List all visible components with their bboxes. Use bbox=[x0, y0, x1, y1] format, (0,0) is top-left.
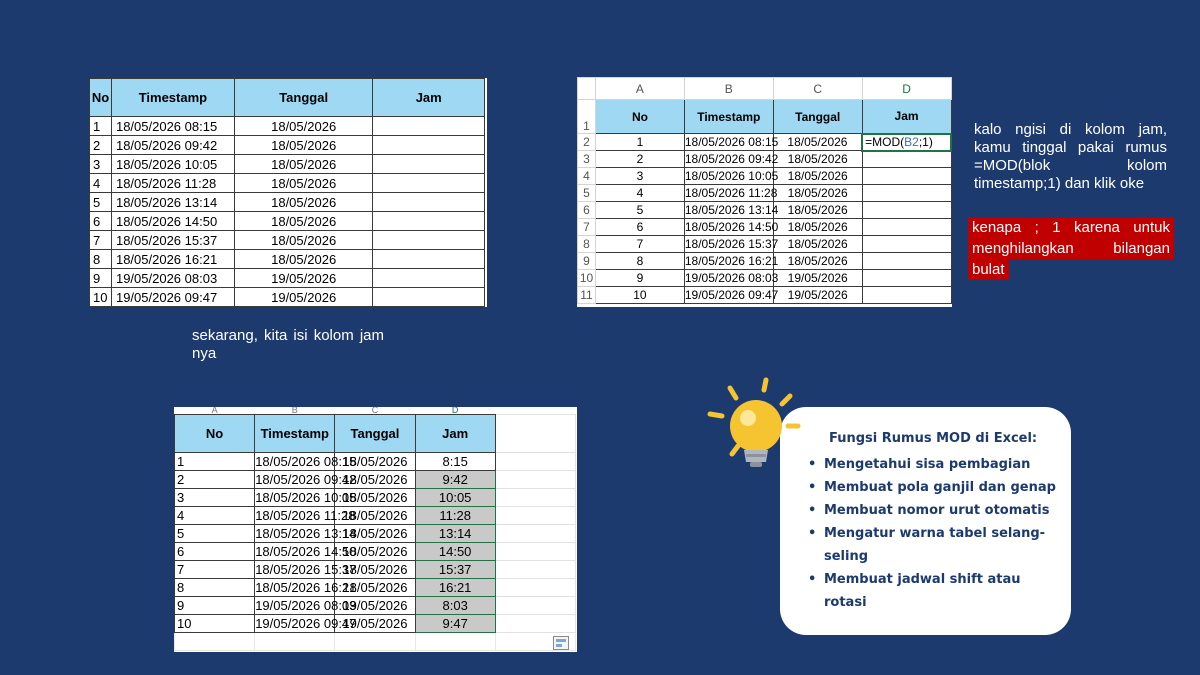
list-item: • Membuat jadwal shift atau rotasi bbox=[808, 568, 1063, 614]
cell-timestamp[interactable]: 18/05/2026 16:21 bbox=[255, 579, 357, 595]
column-letter-c[interactable]: C bbox=[773, 78, 862, 100]
cell-tanggal[interactable]: 18/05/2026 bbox=[234, 212, 373, 231]
cell-tanggal[interactable]: 18/05/2026 bbox=[773, 185, 862, 202]
list-item: • Mengetahui sisa pembagian bbox=[808, 453, 1063, 476]
table-row bbox=[90, 193, 485, 212]
empty-cell[interactable] bbox=[495, 560, 575, 578]
cell-jam[interactable] bbox=[373, 269, 485, 288]
empty-row bbox=[175, 632, 576, 650]
cell-no[interactable]: 1 bbox=[90, 117, 112, 136]
empty-cell[interactable] bbox=[175, 632, 255, 650]
column-letter-row bbox=[578, 78, 952, 100]
row-number[interactable]: 7 bbox=[578, 219, 596, 236]
cell-timestamp[interactable]: 18/05/2026 14:50 bbox=[684, 220, 779, 234]
header-timestamp: Timestamp bbox=[111, 79, 234, 117]
table-row bbox=[175, 506, 576, 524]
cell-timestamp[interactable]: 18/05/2026 15:37 bbox=[684, 237, 779, 251]
cell-no[interactable]: 2 bbox=[175, 470, 255, 488]
cell-jam[interactable] bbox=[373, 212, 485, 231]
cell-tanggal[interactable]: 18/05/2026 bbox=[773, 236, 862, 253]
cell-jam[interactable] bbox=[373, 231, 485, 250]
table-header-row bbox=[578, 100, 952, 134]
table-header-row bbox=[175, 414, 576, 452]
cell-tanggal[interactable]: 19/05/2026 bbox=[234, 269, 373, 288]
cell-no[interactable]: 8 bbox=[596, 253, 685, 270]
cell-no[interactable]: 5 bbox=[175, 524, 255, 542]
table-grid bbox=[577, 77, 952, 304]
cell-tanggal[interactable]: 18/05/2026 bbox=[335, 470, 415, 488]
cell-no[interactable]: 4 bbox=[90, 174, 112, 193]
column-letter-b[interactable]: B bbox=[291, 407, 298, 414]
column-letter-d[interactable]: D bbox=[451, 407, 459, 414]
cell-jam[interactable] bbox=[862, 253, 951, 270]
cell-timestamp[interactable]: 18/05/2026 10:05 bbox=[255, 489, 357, 505]
cell-no[interactable]: 7 bbox=[90, 231, 112, 250]
table-grid bbox=[174, 407, 576, 651]
cell-tanggal[interactable]: 18/05/2026 bbox=[335, 560, 415, 578]
table-row bbox=[175, 470, 576, 488]
table-body bbox=[175, 452, 576, 632]
cell-jam[interactable]: 11:28 bbox=[415, 506, 495, 524]
empty-cell[interactable] bbox=[495, 524, 575, 542]
cell-tanggal[interactable]: 19/05/2026 bbox=[234, 288, 373, 307]
table-row bbox=[175, 596, 576, 614]
cell-timestamp[interactable]: 18/05/2026 11:28 bbox=[255, 507, 356, 523]
table-row bbox=[90, 174, 485, 193]
mod-functions-card bbox=[780, 407, 1071, 635]
cell-no[interactable]: 10 bbox=[175, 614, 255, 632]
cell-timestamp[interactable]: 18/05/2026 10:05 bbox=[684, 169, 779, 183]
table-row bbox=[175, 488, 576, 506]
cell-timestamp[interactable]: 19/05/2026 09:47 bbox=[111, 288, 234, 307]
cell-jam[interactable] bbox=[373, 193, 485, 212]
cell-no[interactable]: 2 bbox=[596, 151, 685, 168]
cell-no[interactable]: 10 bbox=[596, 287, 685, 304]
cell-timestamp[interactable]: 19/05/2026 08:03 bbox=[684, 271, 779, 285]
table-row bbox=[90, 155, 485, 174]
cell-no[interactable]: 3 bbox=[90, 155, 112, 174]
cell-no[interactable]: 7 bbox=[596, 236, 685, 253]
cell-tanggal[interactable]: 18/05/2026 bbox=[234, 231, 373, 250]
cell-no[interactable]: 3 bbox=[596, 168, 685, 185]
cell-tanggal[interactable]: 19/05/2026 bbox=[773, 287, 862, 304]
cell-timestamp[interactable]: 18/05/2026 13:14 bbox=[255, 525, 357, 541]
cell-jam[interactable] bbox=[373, 250, 485, 269]
empty-cell[interactable] bbox=[495, 506, 575, 524]
empty-cell[interactable] bbox=[335, 632, 415, 650]
cell-no[interactable]: 1 bbox=[175, 452, 255, 470]
cell-jam[interactable] bbox=[373, 136, 485, 155]
cell-timestamp[interactable]: 18/05/2026 11:28 bbox=[111, 174, 234, 193]
formula-reference: B2 bbox=[904, 135, 919, 149]
cell-timestamp[interactable]: 18/05/2026 09:42 bbox=[684, 152, 779, 166]
row-number[interactable]: 1 bbox=[578, 100, 596, 134]
table-row bbox=[90, 117, 485, 136]
header-jam: Jam bbox=[373, 79, 485, 117]
table-row bbox=[175, 524, 576, 542]
formula-instruction-text: kalo ngisi di kolom jam, kamu tinggal pakai rumus =MOD(blok kolom timestamp;1) dan klik oke bbox=[974, 121, 1167, 192]
empty-cell[interactable] bbox=[495, 470, 575, 488]
header-no: No bbox=[596, 100, 685, 134]
empty-cell[interactable] bbox=[495, 596, 575, 614]
empty-cell[interactable] bbox=[255, 632, 335, 650]
row-number[interactable]: 11 bbox=[578, 287, 596, 304]
reason-text: kenapa ; 1 karena untuk menghilangkan bilangan bulat bbox=[968, 217, 1174, 280]
cell-no[interactable]: 3 bbox=[175, 488, 255, 506]
row-number[interactable]: 2 bbox=[578, 134, 596, 151]
table-row bbox=[175, 542, 576, 560]
cell-no[interactable]: 9 bbox=[175, 596, 255, 614]
column-letter-c[interactable]: C bbox=[371, 407, 379, 414]
cell-jam[interactable]: 8:15 bbox=[415, 452, 495, 470]
header-timestamp: Timestamp bbox=[255, 414, 335, 452]
cell-jam[interactable] bbox=[862, 202, 951, 219]
cell-tanggal[interactable]: 18/05/2026 bbox=[234, 193, 373, 212]
table-row bbox=[90, 231, 485, 250]
cell-tanggal[interactable]: 18/05/2026 bbox=[335, 524, 415, 542]
cell-jam[interactable] bbox=[862, 219, 951, 236]
cell-tanggal[interactable]: 18/05/2026 bbox=[335, 578, 415, 596]
table-row bbox=[578, 185, 952, 202]
cell-timestamp[interactable]: 18/05/2026 08:15 bbox=[111, 117, 234, 136]
cell-no[interactable]: 6 bbox=[90, 212, 112, 231]
table-row bbox=[90, 288, 485, 307]
cell-timestamp[interactable]: 18/05/2026 11:28 bbox=[684, 186, 778, 200]
table-row bbox=[90, 212, 485, 231]
cell-no[interactable]: 9 bbox=[90, 269, 112, 288]
table-header-row bbox=[90, 79, 485, 117]
formula-cell[interactable] bbox=[862, 134, 951, 151]
cell-jam[interactable] bbox=[373, 288, 485, 307]
empty-cell[interactable] bbox=[495, 488, 575, 506]
table-row bbox=[175, 578, 576, 596]
formula-suffix: ;1) bbox=[918, 135, 933, 149]
cell-no[interactable]: 2 bbox=[90, 136, 112, 155]
cell-no[interactable]: 8 bbox=[90, 250, 112, 269]
cell-no[interactable]: 8 bbox=[175, 578, 255, 596]
cell-timestamp[interactable]: 18/05/2026 16:21 bbox=[111, 250, 234, 269]
column-letter-d[interactable]: D bbox=[862, 78, 951, 100]
cell-timestamp[interactable]: 18/05/2026 09:42 bbox=[111, 136, 234, 155]
column-letter-a[interactable]: A bbox=[211, 407, 218, 414]
cell-timestamp[interactable]: 18/05/2026 15:37 bbox=[111, 231, 234, 250]
lightbulb-icon bbox=[702, 376, 806, 472]
cell-tanggal[interactable]: 18/05/2026 bbox=[773, 151, 862, 168]
cell-timestamp[interactable]: 18/05/2026 16:21 bbox=[684, 254, 779, 268]
cell-jam[interactable] bbox=[862, 151, 951, 168]
cell-tanggal[interactable]: 19/05/2026 bbox=[773, 270, 862, 287]
cell-timestamp[interactable]: 18/05/2026 08:15 bbox=[255, 453, 357, 469]
cell-jam[interactable] bbox=[373, 174, 485, 193]
cell-tanggal[interactable]: 18/05/2026 bbox=[773, 134, 862, 151]
table-row bbox=[90, 250, 485, 269]
table-row bbox=[175, 452, 576, 470]
cell-timestamp[interactable]: 18/05/2026 13:14 bbox=[111, 193, 234, 212]
cell-no[interactable]: 10 bbox=[90, 288, 112, 307]
cell-tanggal[interactable]: 18/05/2026 bbox=[234, 136, 373, 155]
cell-timestamp[interactable]: 19/05/2026 08:03 bbox=[111, 269, 234, 288]
cell-jam[interactable]: 16:21 bbox=[415, 578, 495, 596]
cell-no[interactable]: 4 bbox=[596, 185, 685, 202]
cell-timestamp[interactable]: 18/05/2026 13:14 bbox=[684, 203, 779, 217]
fill-instruction-text: sekarang, kita isi kolom jam nya bbox=[192, 327, 384, 362]
cell-timestamp[interactable]: 18/05/2026 15:37 bbox=[255, 561, 357, 577]
header-jam: Jam bbox=[415, 414, 495, 452]
excel-sheet-formula bbox=[577, 77, 952, 307]
cell-timestamp[interactable]: 18/05/2026 14:50 bbox=[111, 212, 234, 231]
cell-no[interactable]: 5 bbox=[596, 202, 685, 219]
cell-jam[interactable] bbox=[373, 117, 485, 136]
cell-tanggal[interactable]: 18/05/2026 bbox=[335, 452, 415, 470]
table-row bbox=[578, 270, 952, 287]
row-number[interactable]: 5 bbox=[578, 185, 596, 202]
list-item: • Membuat nomor urut otomatis bbox=[808, 499, 1063, 522]
excel-sheet-result bbox=[174, 407, 577, 652]
cell-no[interactable]: 7 bbox=[175, 560, 255, 578]
cell-jam[interactable] bbox=[862, 168, 951, 185]
empty-cell[interactable] bbox=[495, 614, 575, 632]
cell-no[interactable]: 9 bbox=[596, 270, 685, 287]
cell-no[interactable]: 6 bbox=[596, 219, 685, 236]
cell-jam[interactable]: 8:03 bbox=[415, 596, 495, 614]
cell-tanggal[interactable]: 18/05/2026 bbox=[773, 202, 862, 219]
cell-jam[interactable]: 10:05 bbox=[415, 488, 495, 506]
header-timestamp: Timestamp bbox=[684, 100, 773, 134]
cell-no[interactable]: 4 bbox=[175, 506, 255, 524]
empty-cell[interactable] bbox=[495, 452, 575, 470]
table-row bbox=[578, 134, 952, 151]
cell-timestamp[interactable]: 19/05/2026 09:47 bbox=[255, 615, 357, 631]
cell-jam[interactable] bbox=[862, 270, 951, 287]
table-grid bbox=[89, 78, 485, 307]
header-no: No bbox=[90, 79, 112, 117]
formula-prefix: =MOD( bbox=[865, 135, 905, 149]
cell-tanggal[interactable]: 19/05/2026 bbox=[335, 614, 415, 632]
cell-timestamp[interactable]: 18/05/2026 08:15 bbox=[684, 135, 779, 149]
cell-tanggal[interactable]: 19/05/2026 bbox=[335, 596, 415, 614]
cell-tanggal[interactable]: 18/05/2026 bbox=[234, 117, 373, 136]
table-row bbox=[175, 560, 576, 578]
list-item: • Membuat pola ganjil dan genap bbox=[808, 476, 1063, 499]
table-row bbox=[90, 269, 485, 288]
header-tanggal: Tanggal bbox=[773, 100, 862, 134]
table-row bbox=[175, 614, 576, 632]
column-letter-blank bbox=[495, 407, 575, 414]
card-title: Fungsi Rumus MOD di Excel: bbox=[829, 431, 1038, 446]
cell-tanggal[interactable]: 18/05/2026 bbox=[234, 250, 373, 269]
cell-no[interactable]: 5 bbox=[90, 193, 112, 212]
cell-jam[interactable] bbox=[862, 185, 951, 202]
cell-jam[interactable]: 15:37 bbox=[415, 560, 495, 578]
row-number[interactable]: 10 bbox=[578, 270, 596, 287]
reason-callout bbox=[968, 217, 1174, 280]
table-body bbox=[90, 117, 485, 307]
empty-cell[interactable] bbox=[495, 414, 575, 452]
cell-tanggal[interactable]: 18/05/2026 bbox=[335, 506, 415, 524]
cell-jam[interactable]: 9:42 bbox=[415, 470, 495, 488]
empty-cell[interactable] bbox=[415, 632, 495, 650]
cell-jam[interactable]: 9:47 bbox=[415, 614, 495, 632]
timestamp-table-empty bbox=[89, 78, 487, 307]
cell-timestamp[interactable]: 19/05/2026 08:03 bbox=[255, 597, 357, 613]
cell-tanggal[interactable]: 18/05/2026 bbox=[335, 488, 415, 506]
cell-tanggal[interactable]: 18/05/2026 bbox=[234, 155, 373, 174]
cell-tanggal[interactable]: 18/05/2026 bbox=[773, 168, 862, 185]
table-row bbox=[578, 253, 952, 270]
table-body bbox=[578, 134, 952, 304]
select-all-corner[interactable] bbox=[578, 78, 596, 100]
column-letter-b[interactable]: B bbox=[684, 78, 773, 100]
cell-no[interactable]: 6 bbox=[175, 542, 255, 560]
cell-timestamp[interactable]: 18/05/2026 10:05 bbox=[111, 155, 234, 174]
cell-jam[interactable]: 13:14 bbox=[415, 524, 495, 542]
cell-timestamp[interactable]: 18/05/2026 09:42 bbox=[255, 471, 357, 487]
header-no: No bbox=[175, 414, 255, 452]
column-letter-a[interactable]: A bbox=[596, 78, 685, 100]
row-number[interactable]: 9 bbox=[578, 253, 596, 270]
table-row bbox=[578, 151, 952, 168]
cell-jam[interactable] bbox=[373, 155, 485, 174]
cell-tanggal[interactable]: 18/05/2026 bbox=[773, 253, 862, 270]
table-row bbox=[90, 136, 485, 155]
cell-tanggal[interactable]: 18/05/2026 bbox=[773, 219, 862, 236]
empty-cell[interactable] bbox=[495, 578, 575, 596]
table-row bbox=[578, 236, 952, 253]
cell-tanggal[interactable]: 18/05/2026 bbox=[335, 542, 415, 560]
cell-timestamp[interactable]: 18/05/2026 14:50 bbox=[255, 543, 357, 559]
column-letter-row bbox=[175, 407, 576, 414]
table-row bbox=[578, 287, 952, 304]
cell-jam[interactable] bbox=[862, 287, 951, 304]
functions-list bbox=[808, 453, 1063, 614]
cell-jam[interactable] bbox=[862, 236, 951, 253]
cell-timestamp[interactable]: 19/05/2026 09:47 bbox=[684, 288, 779, 302]
row-number[interactable]: 3 bbox=[578, 151, 596, 168]
row-number[interactable]: 4 bbox=[578, 168, 596, 185]
empty-cell[interactable] bbox=[495, 542, 575, 560]
table-row bbox=[578, 168, 952, 185]
row-number[interactable]: 6 bbox=[578, 202, 596, 219]
table-row bbox=[578, 202, 952, 219]
cell-no[interactable]: 1 bbox=[596, 134, 685, 151]
header-jam: Jam bbox=[862, 100, 951, 134]
cell-tanggal[interactable]: 18/05/2026 bbox=[234, 174, 373, 193]
row-number[interactable]: 8 bbox=[578, 236, 596, 253]
table-row bbox=[578, 219, 952, 236]
paste-options-icon[interactable] bbox=[553, 636, 569, 650]
cell-jam[interactable]: 14:50 bbox=[415, 542, 495, 560]
list-item: • Mengatur warna tabel selang-seling bbox=[808, 522, 1063, 568]
header-tanggal: Tanggal bbox=[335, 414, 415, 452]
header-tanggal: Tanggal bbox=[234, 79, 373, 117]
